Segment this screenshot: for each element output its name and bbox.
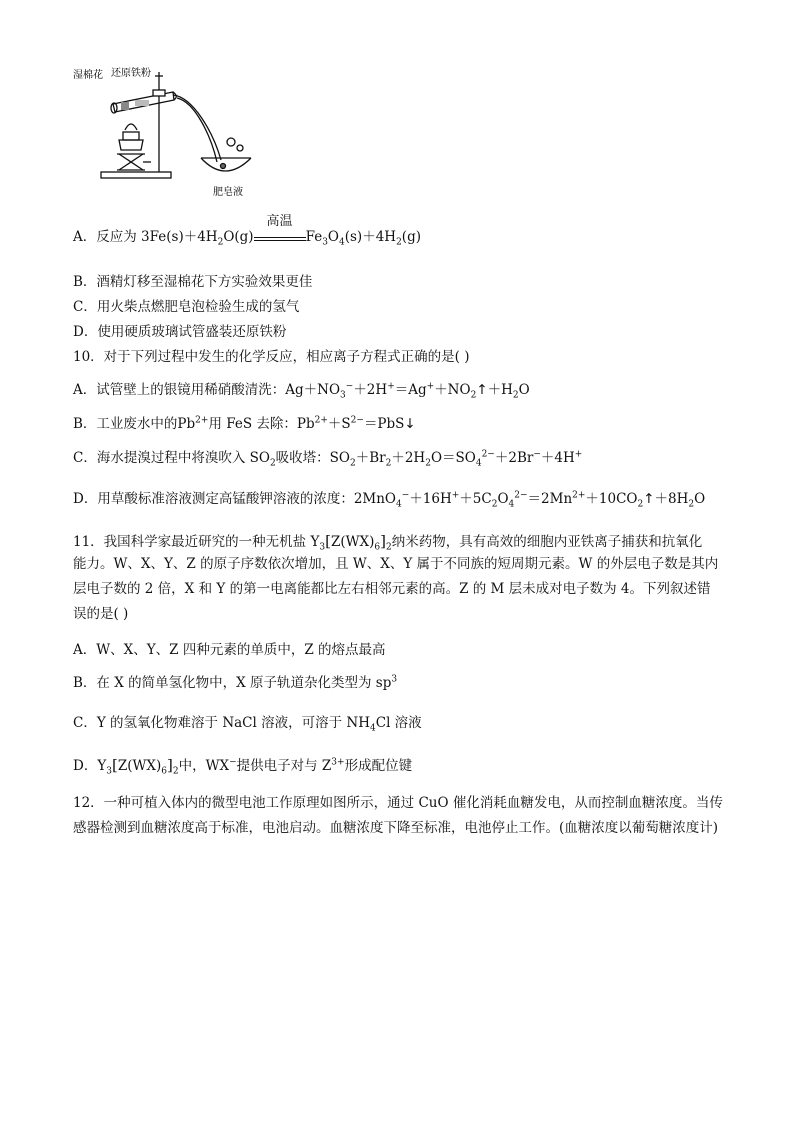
q9-a-mid: O(g) bbox=[223, 229, 254, 245]
q9-option-d: D．使用硬质玻璃试管盛装还原铁粉 bbox=[73, 324, 287, 340]
q9-option-c: C．用火柴点燃肥皂泡检验生成的氢气 bbox=[73, 299, 300, 315]
q11-stem-first: 11．我国科学家最近研究的一种无机盐 $Y_3[Z(WX)_6]_2$纳米药物，具有高效的细胞内亚铁离子捕获和抗氧化 bbox=[73, 532, 703, 553]
q10-stem: 10．对于下列过程中发生的化学反应，相应离子方程式正确的是( ) bbox=[73, 349, 470, 365]
label-soap-solution: 肥皂液 bbox=[213, 187, 243, 198]
apparatus-figure bbox=[73, 62, 258, 202]
q11-stem-continued: 能力。W、X、Y、Z 的原子序数依次增加，且 W、X、Y 属于不同族的短周期元素。W 的外层电子数是其内层电子数的 2 倍，X 和 Y 的第一电离能都比左右相邻元素的高。Z 的 M 层未成对电子数为 4。下列叙述错误的是( ) bbox=[73, 556, 719, 622]
q11-option-c: C．Y 的氢氧化物难溶于 NaCl 溶液，可溶于 $NH_4Cl$ 溶液 bbox=[73, 715, 422, 734]
label-wet-cotton: 湿棉花 bbox=[73, 70, 103, 81]
q10-option-d: D．用草酸标准溶液测定高锰酸钾溶液的浓度：$2MnO_4^-+16H^++5C_2O_4^{2-}=2Mn^{2+}+10CO_2↑+8H_2O$ bbox=[73, 490, 706, 510]
q9-option-b: B．酒精灯移至湿棉花下方实验效果更佳 bbox=[73, 274, 313, 290]
q10-option-b: B．工业废水中的$Pb^{2+}$用 FeS 去除：$Pb^{2+}+S^{2-}=PbS↓$ bbox=[73, 415, 416, 432]
q11-option-b: B．在 X 的简单氢化物中，X 原子轨道杂化类型为 $sp^3$ bbox=[73, 674, 398, 691]
q10-option-c: C．海水提溴过程中将溴吹入 $SO_2$吸收塔：$SO_2+Br_2+2H_2O=SO_4^{2-}+2Br^-+4H^+$ bbox=[73, 449, 583, 469]
test-tube-icon bbox=[111, 72, 221, 162]
q9-a-text: A．反应为 3Fe(s)＋4H bbox=[73, 229, 218, 245]
label-iron-powder: 还原铁粉 bbox=[111, 68, 151, 79]
reaction-condition: 高温 bbox=[254, 231, 306, 241]
q11-option-d: D．$Y_3[Z(WX)_6]_2$中，WX−提供电子对与 $Z^{3+}$形成配位键 bbox=[73, 756, 413, 777]
q11-option-a: A．W、X、Y、Z 四种元素的单质中，Z 的熔点最高 bbox=[73, 642, 386, 658]
q12-stem: 12．一种可植入体内的微型电池工作原理如图所示，通过 CuO 催化消耗血糖发电，从而控制血糖浓度。当传感器检测到血糖浓度高于标准，电池启动。血糖浓度下降至标准，电池停止工作。(血糖浓度以葡萄糖浓度计) bbox=[73, 795, 723, 836]
q9-option-a: A．反应为 $3Fe(s)+4H_2O(g)$ 高温 $Fe_3O_4(s)+4H_2(g)$ bbox=[73, 214, 421, 248]
q10-option-a: A．试管壁上的银镜用稀硝酸清洗：$Ag+NO_3^-+2H^+=Ag^++NO_2↑+H_2O$ bbox=[73, 381, 530, 401]
soap-dish-icon bbox=[201, 138, 251, 171]
